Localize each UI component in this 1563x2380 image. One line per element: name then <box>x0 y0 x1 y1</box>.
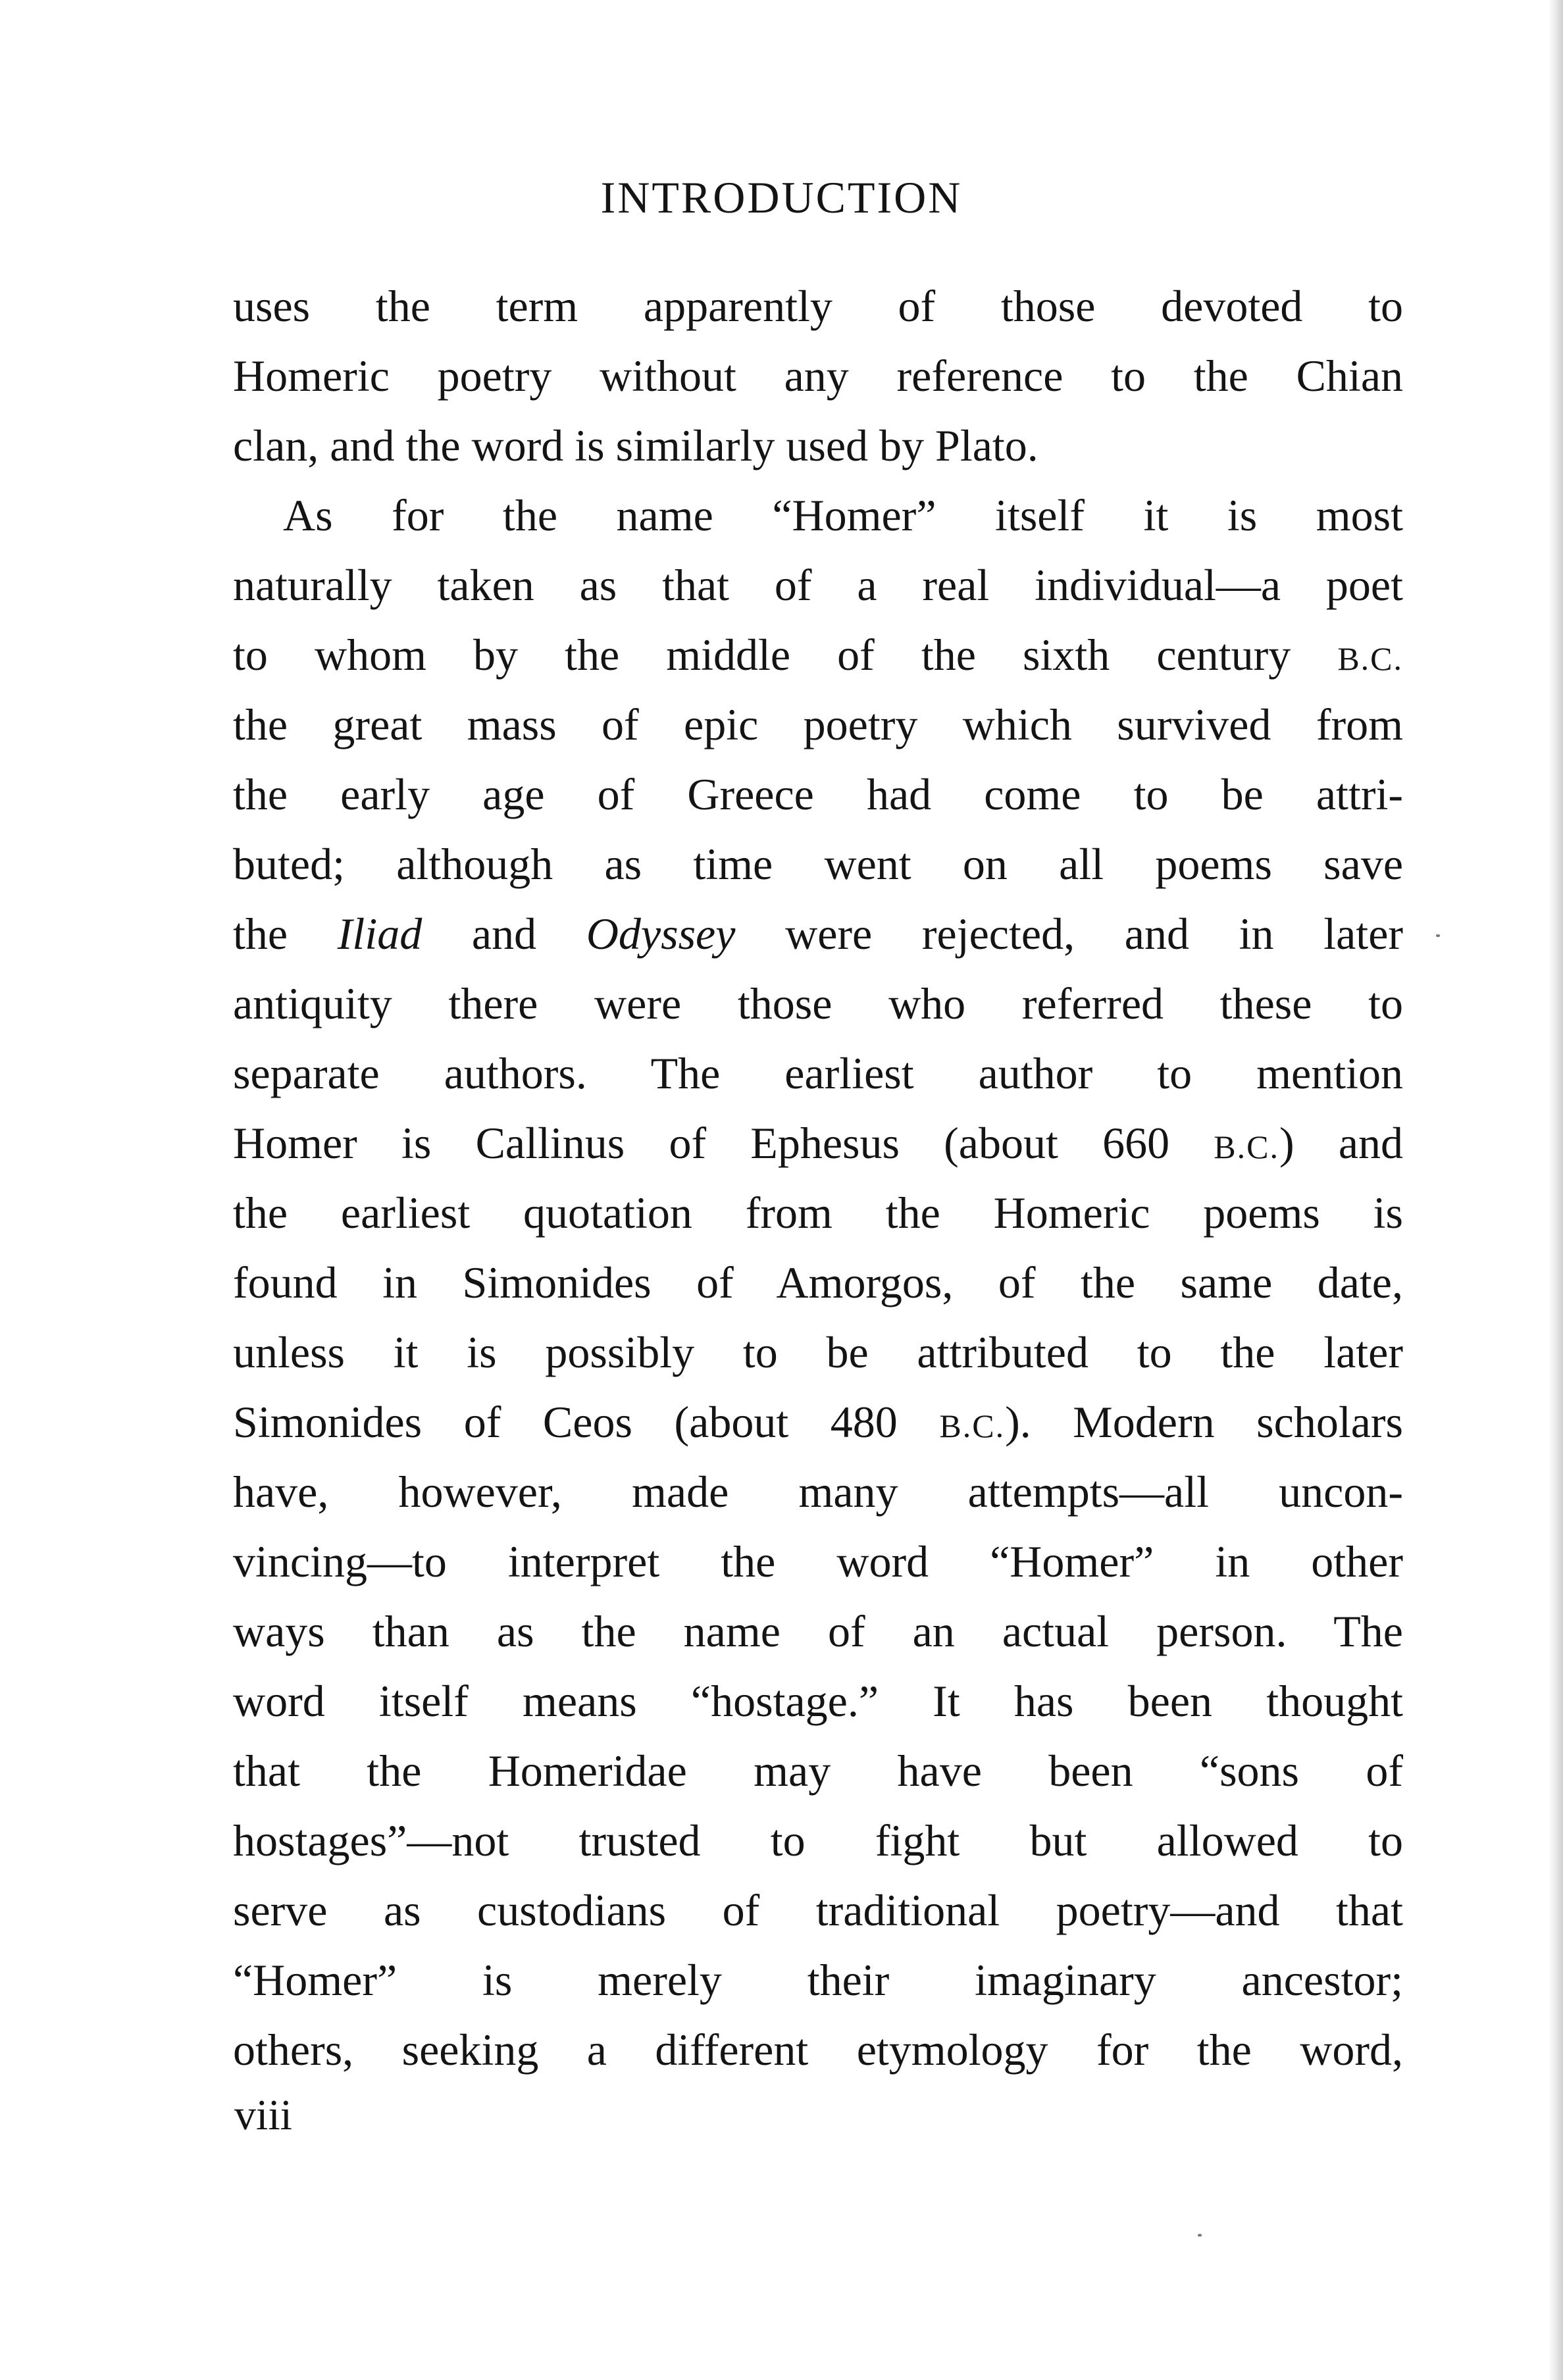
text-line: Homeric poetry without any reference to the Chian <box>233 351 1403 401</box>
text-line: the early age of Greece had come to be attri- <box>233 769 1403 819</box>
print-speck <box>1198 2234 1202 2237</box>
text-line: that the Homeridae may have been “sons of <box>233 1746 1403 1796</box>
text-line <box>233 1108 1403 1178</box>
text-line <box>233 620 1403 690</box>
text-line: naturally taken as that of a real individual—a poet <box>233 560 1403 610</box>
text-line: the great mass of epic poetry which survived from <box>233 699 1403 749</box>
text-segment: to whom by the middle of the sixth century <box>233 630 1291 680</box>
title-odyssey: Odyssey <box>586 909 736 959</box>
text-segment: Simonides of Ceos (about 480 <box>233 1397 898 1447</box>
text-segment: and <box>471 909 537 959</box>
text-line: others, seeking a different etymology for the word, <box>233 2025 1403 2075</box>
text-line: word itself means “hostage.” It has been thought <box>233 1676 1403 1726</box>
era-abbreviation: B.C. <box>1214 1128 1279 1165</box>
text-segment: ). Modern scholars <box>1005 1397 1404 1447</box>
era-abbreviation: B.C. <box>1337 640 1404 677</box>
text-segment: Homer is Callinus of Ephesus (about 660 <box>233 1118 1170 1168</box>
text-line: serve as custodians of traditional poetry—and that <box>233 1885 1403 1935</box>
text-line <box>233 1387 1403 1457</box>
page-number: viii <box>234 2091 293 2139</box>
text-line: unless it is possibly to be attributed to the later <box>233 1327 1403 1377</box>
text-line: the earliest quotation from the Homeric poems is <box>233 1188 1403 1238</box>
text-line: clan, and the word is similarly used by Plato. <box>233 420 1038 470</box>
text-line: have, however, made many attempts—all uncon- <box>233 1467 1403 1517</box>
body-text <box>233 271 1403 2085</box>
text-line: As for the name “Homer” itself it is most <box>283 490 1403 540</box>
text-segment: were rejected, and in later <box>785 909 1404 959</box>
title-iliad: Iliad <box>337 909 423 959</box>
text-segment: ) and <box>1279 1118 1403 1168</box>
text-line: found in Simonides of Amorgos, of the same date, <box>233 1257 1403 1307</box>
page-edge-shadow <box>1549 0 1563 2380</box>
text-line: antiquity there were those who referred these to <box>233 978 1403 1028</box>
text-line: hostages”—not trusted to fight but allowed to <box>233 1815 1403 1865</box>
text-line: vincing—to interpret the word “Homer” in other <box>233 1536 1403 1586</box>
era-abbreviation: B.C. <box>939 1407 1006 1444</box>
running-header: INTRODUCTION <box>600 172 963 222</box>
text-line <box>233 899 1403 969</box>
text-line: uses the term apparently of those devoted to <box>233 281 1403 331</box>
text-line: buted; although as time went on all poems save <box>233 839 1403 889</box>
text-line: “Homer” is merely their imaginary ancestor; <box>233 1955 1403 2005</box>
print-speck <box>1436 934 1440 937</box>
text-line: separate authors. The earliest author to mention <box>233 1048 1403 1098</box>
text-segment: the <box>233 909 288 959</box>
text-line: ways than as the name of an actual person. The <box>233 1606 1403 1656</box>
